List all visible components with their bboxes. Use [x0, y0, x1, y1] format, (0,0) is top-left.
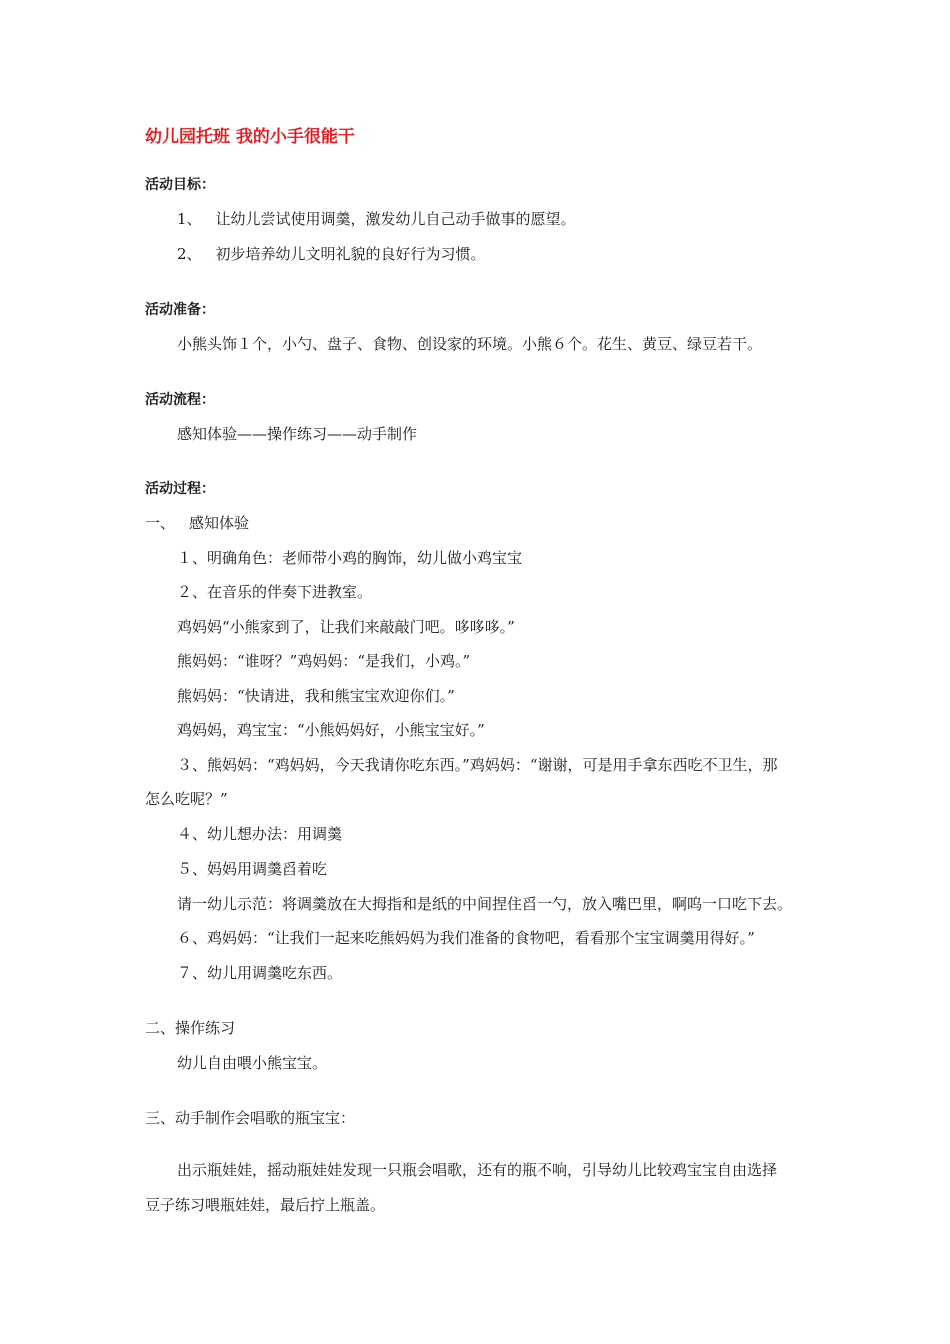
part1-label-text: 感知体验: [189, 514, 250, 532]
prep-heading: 活动准备：: [145, 302, 215, 318]
goal-item-1-text: 让幼儿尝试使用调羹，激发幼儿自己动手做事的愿望。: [215, 210, 576, 228]
part1-line-3: 鸡妈妈“小熊家到了，让我们来敲敲门吧。哆哆哆。”: [177, 618, 515, 636]
process-heading: 活动过程：: [145, 481, 215, 497]
part1-label: [145, 513, 249, 533]
part2-label: 二、操作练习: [145, 1019, 236, 1037]
goal-item-1: [177, 209, 576, 229]
part1-line-8: 怎么吃呢？”: [145, 790, 228, 808]
part1-line-9: ４、幼儿想办法：用调羹: [177, 825, 343, 843]
flow-text: 感知体验——操作练习——动手制作: [177, 425, 418, 443]
page-title: 幼儿园托班 我的小手很能干: [145, 127, 355, 147]
part1-line-4: 熊妈妈：“谁呀？”鸡妈妈：“是我们，小鸡。”: [177, 652, 471, 670]
part1-label-num: 一、: [145, 514, 176, 532]
part1-line-12: ６、鸡妈妈：“让我们一起来吃熊妈妈为我们准备的食物吧，看看那个宝宝调羹用得好。”: [177, 929, 755, 947]
part1-line-1: １、明确角色：老师带小鸡的胸饰，幼儿做小鸡宝宝: [177, 549, 523, 567]
part1-line-6: 鸡妈妈，鸡宝宝：“小熊妈妈好，小熊宝宝好。”: [177, 721, 485, 739]
part1-line-10: ５、妈妈用调羹舀着吃: [177, 860, 328, 878]
part3-line-2: 豆子练习喂瓶娃娃，最后拧上瓶盖。: [145, 1196, 386, 1214]
part1-line-7: ３、熊妈妈：“鸡妈妈，今天我请你吃东西。”鸡妈妈：“谢谢，可是用手拿东西吃不卫生，那: [177, 756, 778, 774]
prep-text: 小熊头饰１个，小勺、盘子、食物、创设家的环境。小熊６个。花生、黄豆、绿豆若干。: [177, 335, 763, 353]
part2-text: 幼儿自由喂小熊宝宝。: [177, 1054, 328, 1072]
goal-item-2: [177, 244, 486, 264]
flow-heading: 活动流程：: [145, 392, 215, 408]
goal-item-2-text: 初步培养幼儿文明礼貌的良好行为习惯。: [215, 245, 486, 263]
part3-line-1: 出示瓶娃娃，摇动瓶娃娃发现一只瓶会唱歌，还有的瓶不响，引导幼儿比较鸡宝宝自由选择: [177, 1161, 778, 1179]
part1-line-11: 请一幼儿示范：将调羹放在大拇指和是纸的中间捏住舀一勺，放入嘴巴里，啊呜一口吃下去。: [177, 895, 793, 913]
part1-line-13: ７、幼儿用调羹吃东西。: [177, 964, 343, 982]
goal-item-1-num: 1、: [177, 210, 202, 228]
part1-line-2: ２、在音乐的伴奏下进教室。: [177, 583, 373, 601]
part1-line-5: 熊妈妈：“快请进，我和熊宝宝欢迎你们。”: [177, 687, 455, 705]
part3-label: 三、动手制作会唱歌的瓶宝宝：: [145, 1109, 356, 1127]
goal-heading: 活动目标：: [145, 177, 215, 193]
goal-item-2-num: 2、: [177, 245, 202, 263]
